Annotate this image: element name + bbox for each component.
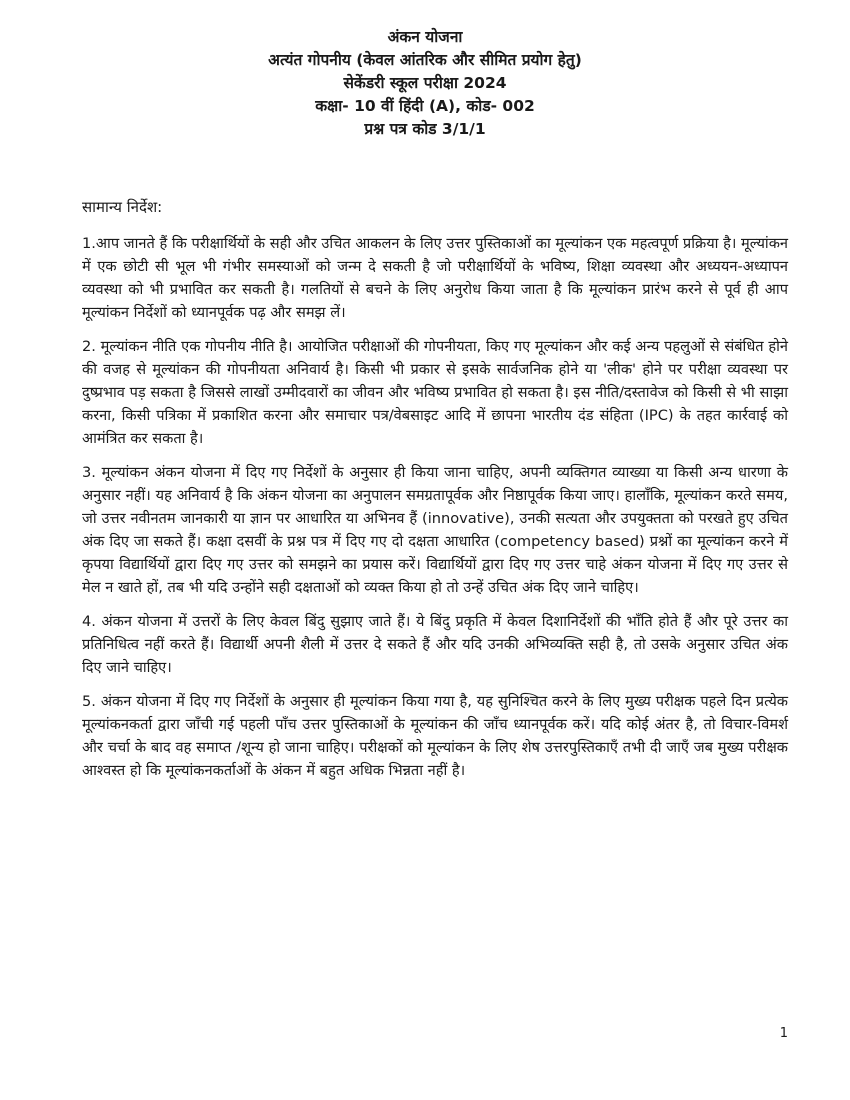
header-exam-name: सेकेंडरी स्कूल परीक्षा 2024 — [343, 74, 507, 92]
header-class-subject: कक्षा- 10 वीं हिंदी (A), कोड- 002 — [315, 97, 535, 115]
instruction-paragraph-2: 2. मूल्यांकन नीति एक गोपनीय नीति है। आयोजित परीक्षाओं की गोपनीयता, किए गए मूल्यांकन और कई अन्य पहलुओं से संबंधित होने की वजह से मूल्यांकन की गोपनीयता अनिवार्य है। किसी भी प्रकार से इसके सार्वजनिक होने या 'लीक' होने पर परीक्षा व्यवस्था पर दुष्प्रभाव पड़ सकता है जिससे लाखों उम्मीदवारों का जीवन और भविष्य प्रभावित हो सकता है। इस नीति/दस्तावेज को किसी से भी साझा करना, किसी पत्रिका में प्रकाशित करना और समाचार पत्र/वेबसाइट आदि में छापना भारतीय दंड संहिता (IPC) के तहत कार्रवाई को आमंत्रित कर सकता है। — [82, 338, 788, 447]
page-number: 1 — [779, 1026, 788, 1041]
instruction-paragraph-5: 5. अंकन योजना में दिए गए निर्देशों के अनुसार ही मूल्यांकन किया गया है, यह सुनिश्चित करने के लिए मुख्य परीक्षक पहले दिन प्रत्येक मूल्यांकनकर्ता द्वारा जाँची गई पहली पाँच उत्तर पुस्तिकाओं के मूल्यांकन की जाँच ध्यानपूर्वक करें। यदि कोई अंतर है, तो विचार-विमर्श और चर्चा के बाद वह समाप्त /शून्य हो जाना चाहिए। परीक्षकों को मूल्यांकन के लिए शेष उत्तरपुस्तिकाएँ तभी दी जाएँ जब मुख्य परीक्षक आश्वस्त हो कि मूल्यांकनकर्ताओं के अंकन में बहुत अधिक भिन्नता नहीं है। — [82, 693, 788, 779]
instruction-paragraph-3: 3. मूल्यांकन अंकन योजना में दिए गए निर्देशों के अनुसार ही किया जाना चाहिए, अपनी व्यक्तिगत व्याख्या या किसी अन्य धारणा के अनुसार नहीं। यह अनिवार्य है कि अंकन योजना का अनुपालन समग्रतापूर्वक और निष्ठापूर्वक किया जाए। हालाँकि, मूल्यांकन करते समय, जो उत्तर नवीनतम जानकारी या ज्ञान पर आधारित या अभिनव हैं (innovative), उनकी सत्यता और उपयुक्तता को परखते हुए उचित अंक दिए जा सकते हैं। कक्षा दसवीं के प्रश्न पत्र में दिए गए दो दक्षता आधारित (competency based) प्रश्नों का मूल्यांकन करने में कृपया विद्यार्थियों द्वारा दिए गए उत्तर को समझने का प्रयास करें। विद्यार्थियों द्वारा दिए गए उत्तर चाहे अंकन योजना में दिए गए उत्तर से मेल न खाते हों, तब भी यदि उन्होंने सही दक्षताओं को व्यक्त किया हो तो उन्हें उचित अंक दिए जाने चाहिए। — [82, 464, 788, 596]
header-title: अंकन योजना — [387, 28, 463, 46]
header-confidential-note: अत्यंत गोपनीय (केवल आंतरिक और सीमित प्रयोग हेतु) — [268, 51, 582, 69]
instructions-list — [82, 232, 788, 793]
section-title: सामान्य निर्देश: — [82, 198, 163, 216]
instruction-paragraph-4: 4. अंकन योजना में उत्तरों के लिए केवल बिंदु सुझाए जाते हैं। ये बिंदु प्रकृति में केवल दिशानिर्देशों की भाँति होते हैं और पूरे उत्तर का प्रतिनिधित्व नहीं करते हैं। विद्यार्थी अपनी शैली में उत्तर दे सकते हैं और यदि उनकी अभिव्यक्ति सही है, तो उसके अनुसार उचित अंक दिए जाने चाहिए। — [82, 613, 788, 676]
instruction-paragraph-1: 1.आप जानते हैं कि परीक्षार्थियों के सही और उचित आकलन के लिए उत्तर पुस्तिकाओं का मूल्यांकन एक महत्वपूर्ण प्रक्रिया है। मूल्यांकन में एक छोटी सी भूल भी गंभीर समस्याओं को जन्म दे सकती है जो परीक्षार्थियों के भविष्य, शिक्षा व्यवस्था और अध्ययन-अध्यापन व्यवस्था को भी प्रभावित कर सकती है। गलतियों से बचने के लिए अनुरोध किया जाता है कि मूल्यांकन प्रारंभ करने से पूर्व ही आप मूल्यांकन निर्देशों को ध्यानपूर्वक पढ़ और समझ लें। — [82, 235, 788, 321]
header-paper-code: प्रश्न पत्र कोड 3/1/1 — [364, 120, 486, 138]
document-header — [0, 26, 850, 141]
